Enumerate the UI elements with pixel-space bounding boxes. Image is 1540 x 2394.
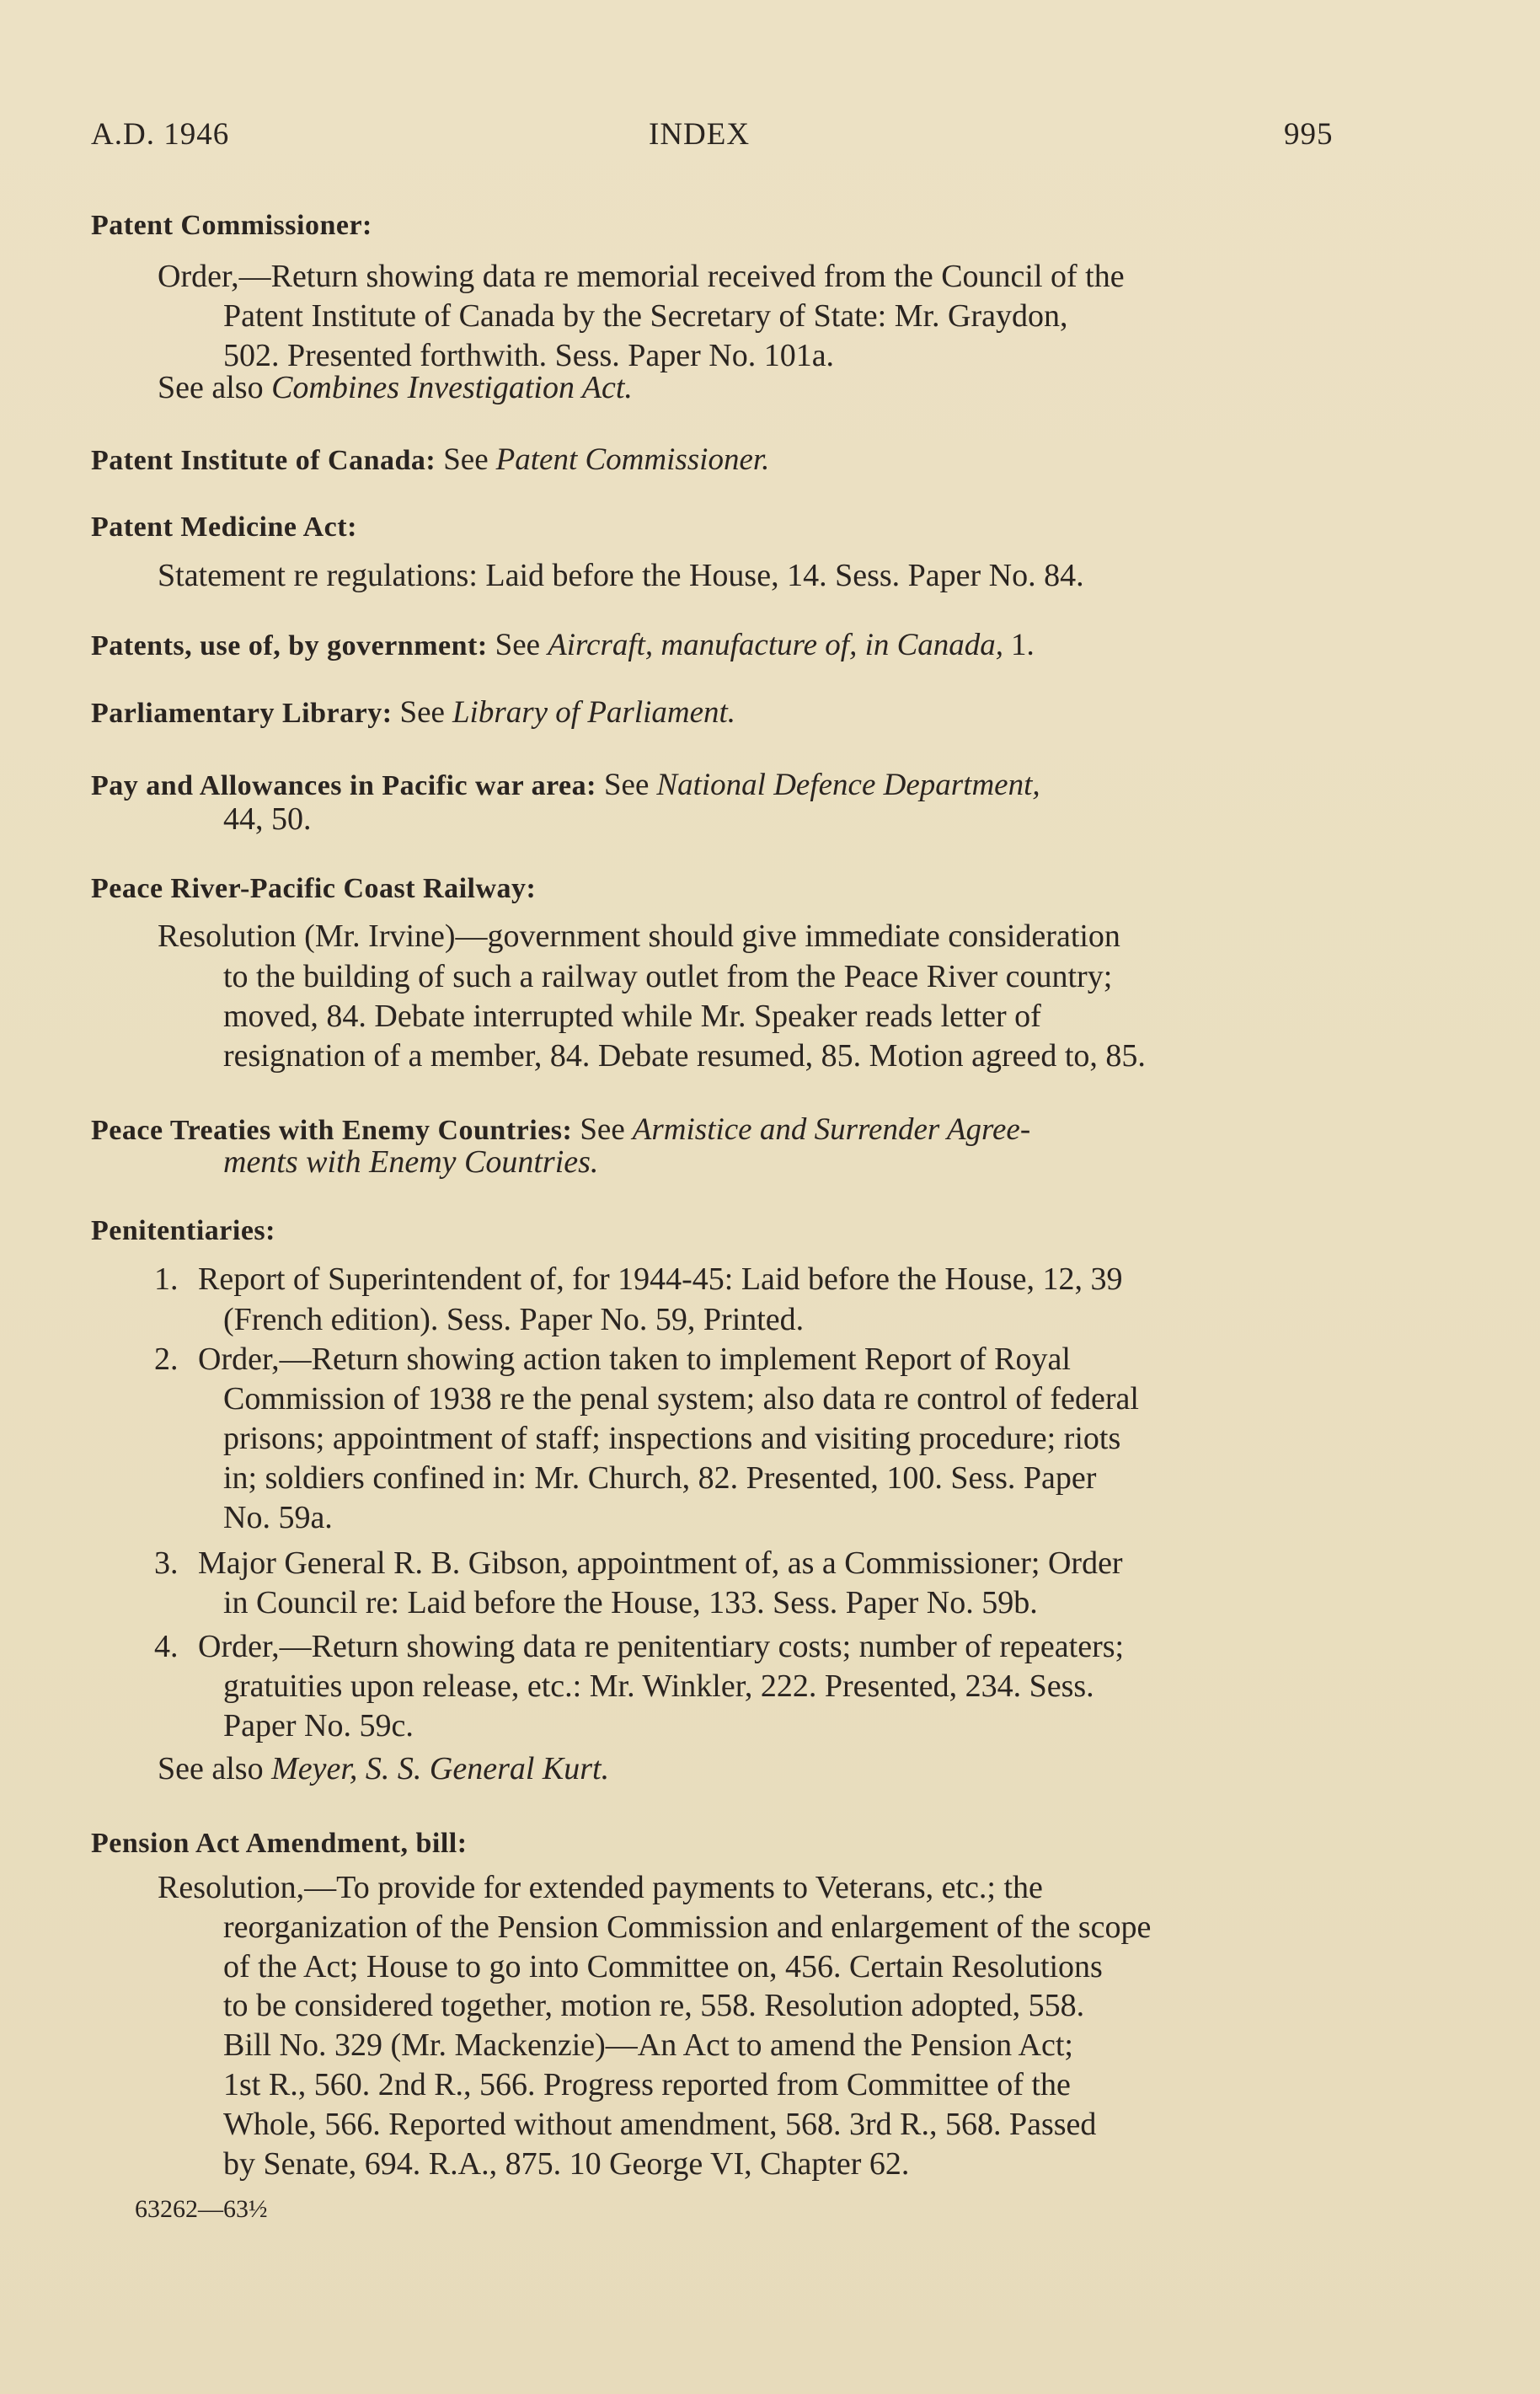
entry-line: Report of Superintendent of, for 1944-45: Laid before the House, 12, 39 (198, 1261, 1123, 1297)
entry-heading: Penitentiaries: (91, 1215, 275, 1246)
see-also-prefix: See also (158, 370, 264, 405)
entry-heading: Patent Commissioner: (91, 210, 372, 241)
entry-line: of the Act; House to go into Committee on, 456. Certain Resolutions (223, 1949, 1103, 1984)
entry-heading-text: Patent Institute of Canada: (91, 445, 436, 476)
entry-heading: Pension Act Amendment, bill: (91, 1828, 468, 1859)
see-also-reference: Combines Investigation Act. (271, 370, 633, 405)
print-code: 63262—63½ (135, 2195, 268, 2223)
see-reference: Patent Commissioner. (495, 442, 770, 477)
see-reference: Library of Parliament. (452, 695, 736, 730)
header-year: A.D. 1946 (91, 117, 230, 152)
entry-line: Whole, 566. Reported without amendment, 568. 3rd R., 568. Passed (223, 2107, 1097, 2142)
entry-heading (91, 1111, 1030, 1148)
see-prefix: See (603, 768, 650, 802)
see-prefix: See (495, 628, 541, 662)
entry-line: 502. Presented forthwith. Sess. Paper No. 101a. (223, 338, 835, 373)
entry-line: Major General R. B. Gibson, appointment of, as a Commissioner; Order (198, 1545, 1123, 1581)
entry-heading (91, 767, 1040, 803)
entry-heading: Patent Medicine Act: (91, 511, 357, 543)
entry-line: 1st R., 560. 2nd R., 566. Progress reported from Committee of the (223, 2067, 1071, 2102)
entry-line: prisons; appointment of staff; inspections and visiting procedure; riots (223, 1421, 1121, 1456)
entry-heading (91, 627, 1035, 663)
item-number: 3. (154, 1545, 179, 1581)
entry-line: Commission of 1938 re the penal system; also data re control of federal (223, 1381, 1139, 1417)
entry-line: Bill No. 329 (Mr. Mackenzie)—An Act to amend the Pension Act; (223, 2027, 1073, 2063)
entry-line: resignation of a member, 84. Debate resumed, 85. Motion agreed to, 85. (223, 1038, 1146, 1074)
entry-line: to the building of such a railway outlet from the Peace River country; (223, 959, 1113, 994)
see-reference: Aircraft, manufacture of, in Canada, (548, 628, 1004, 662)
page-number: 995 (1284, 117, 1334, 152)
entry-line: 44, 50. (223, 801, 312, 837)
entry-line: by Senate, 694. R.A., 875. 10 George VI, Chapter 62. (223, 2146, 910, 2182)
item-number: 1. (154, 1261, 179, 1297)
entry-line: Resolution (Mr. Irvine)—government should give immediate consideration (158, 919, 1120, 954)
entry-line: Order,—Return showing data re penitentiary costs; number of repeaters; (198, 1629, 1125, 1664)
entry-line: Patent Institute of Canada by the Secretary of State: Mr. Graydon, (223, 298, 1068, 334)
entry-line: in; soldiers confined in: Mr. Church, 82. Presented, 100. Sess. Paper (223, 1460, 1097, 1496)
entry-line: Paper No. 59c. (223, 1708, 414, 1743)
entry-heading-text: Pay and Allowances in Pacific war area: (91, 770, 596, 801)
see-also-line (158, 372, 633, 404)
entry-line: gratuities upon release, etc.: Mr. Winkler, 222. Presented, 234. Sess. (223, 1668, 1094, 1704)
entry-heading: Peace River-Pacific Coast Railway: (91, 873, 537, 904)
item-number: 2. (154, 1342, 179, 1377)
see-reference: National Defence Department, (656, 768, 1040, 802)
entry-line: moved, 84. Debate interrupted while Mr. Speaker reads letter of (223, 999, 1041, 1034)
entry-heading (91, 694, 735, 731)
entry-line: ments with Enemy Countries. (223, 1144, 599, 1180)
entry-heading-text: Peace Treaties with Enemy Countries: (91, 1115, 573, 1146)
entry-line: Order,—Return showing action taken to implement Report of Royal (198, 1342, 1071, 1377)
see-reference: Armistice and Surrender Agree- (632, 1112, 1031, 1147)
entry-line: Resolution,—To provide for extended payments to Veterans, etc.; the (158, 1870, 1043, 1905)
entry-line: reorganization of the Pension Commission and enlargement of the scope (223, 1909, 1152, 1945)
entry-heading (91, 442, 769, 478)
see-prefix: See (443, 442, 489, 477)
entry-line: in Council re: Laid before the House, 133. Sess. Paper No. 59b. (223, 1585, 1038, 1620)
item-number: 4. (154, 1629, 179, 1664)
see-also-reference: Meyer, S. S. General Kurt. (271, 1751, 610, 1786)
see-prefix: See (580, 1112, 625, 1147)
see-prefix: See (399, 695, 445, 730)
entry-line: to be considered together, motion re, 558. Resolution adopted, 558. (223, 1988, 1085, 2023)
entry-line: (French edition). Sess. Paper No. 59, Printed. (223, 1302, 805, 1337)
see-also-line (158, 1753, 609, 1785)
entry-line: No. 59a. (223, 1500, 333, 1535)
entry-line: Statement re regulations: Laid before the House, 14. Sess. Paper No. 84. (158, 558, 1084, 593)
entry-heading-text: Patents, use of, by government: (91, 630, 488, 661)
see-suffix: 1. (1011, 628, 1035, 662)
entry-line: Order,—Return showing data re memorial received from the Council of the (158, 259, 1125, 294)
entry-heading-text: Parliamentary Library: (91, 698, 393, 729)
header-title: INDEX (649, 117, 751, 152)
see-also-prefix: See also (158, 1751, 264, 1786)
